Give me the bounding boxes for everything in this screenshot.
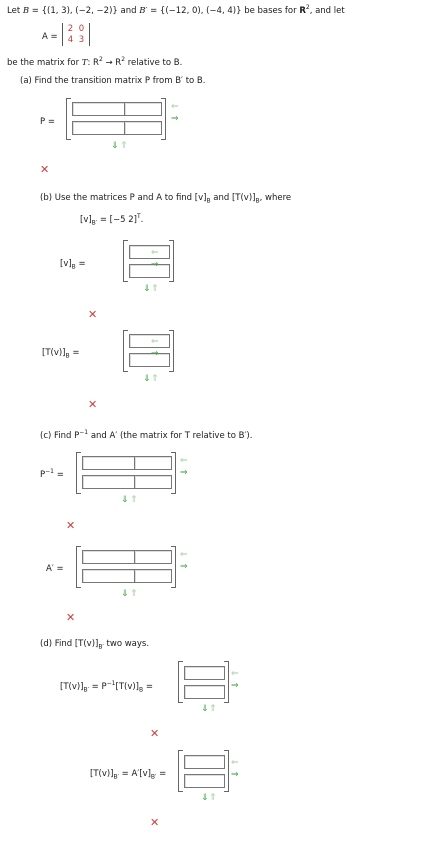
tv-b-label: $[T(v)]_B$ = <box>42 348 80 360</box>
matrix-input-box[interactable] <box>134 475 172 489</box>
incorrect-icon: ✕ <box>40 163 50 176</box>
left-bracket <box>178 661 183 703</box>
right-bracket <box>169 240 174 282</box>
incorrect-icon: ✕ <box>150 727 160 740</box>
remove-column-arrow-icon[interactable]: ⇐ <box>231 669 239 679</box>
part-a-question: (a) Find the transition matrix P from B′ to B. <box>20 76 206 86</box>
add-column-arrow-icon[interactable]: ⇒ <box>180 562 188 572</box>
remove-column-arrow-icon[interactable]: ⇐ <box>151 248 159 258</box>
add-column-arrow-icon[interactable]: ⇒ <box>180 468 188 478</box>
remove-row-arrow-icon[interactable]: ⇑ <box>151 284 159 294</box>
remove-column-arrow-icon[interactable]: ⇐ <box>151 337 159 347</box>
v-b-label: $[v]_B$ = <box>60 259 86 271</box>
add-row-arrow-icon[interactable]: ⇓ <box>111 141 119 151</box>
left-bracket <box>66 98 71 140</box>
remove-column-arrow-icon[interactable]: ⇐ <box>231 758 239 768</box>
left-bracket <box>123 240 128 282</box>
remove-column-arrow-icon[interactable]: ⇐ <box>171 102 179 112</box>
left-bracket <box>123 330 128 372</box>
add-row-arrow-icon[interactable]: ⇓ <box>121 495 129 505</box>
add-row-arrow-icon[interactable]: ⇓ <box>201 704 209 714</box>
vector-input-box[interactable] <box>184 774 225 788</box>
right-bracket <box>224 750 229 792</box>
right-bracket <box>161 98 166 140</box>
matrix-a-entry: 3 <box>78 35 85 45</box>
tv-bp-second-way-label: $[T(v)]_{B'} = A'[v]_{B'}$ = <box>90 769 167 781</box>
right-bracket <box>171 546 176 588</box>
part-c-question: (c) Find $P^{-1}$ and A′ (the matrix for T relative to B′). <box>40 429 253 441</box>
p-label: P = <box>40 117 55 127</box>
matrix-a-entry: 4 <box>67 35 74 45</box>
add-row-arrow-icon[interactable]: ⇓ <box>143 284 151 294</box>
add-column-arrow-icon[interactable]: ⇒ <box>151 349 159 359</box>
vector-input-box[interactable] <box>184 755 225 769</box>
matrix-a-entry: 2 <box>67 24 74 34</box>
remove-row-arrow-icon[interactable]: ⇑ <box>151 374 159 384</box>
a-prime-label: A′ = <box>46 564 64 574</box>
matrix-input-box[interactable] <box>134 550 172 564</box>
vector-input-box[interactable] <box>129 334 170 348</box>
part-b-question: (b) Use the matrices P and A to find $[v]_B$ and $[T(v)]_B$, where <box>40 193 292 205</box>
matrix-input-box[interactable] <box>124 102 162 116</box>
left-bracket <box>76 452 81 494</box>
remove-row-arrow-icon[interactable]: ⇑ <box>120 141 128 151</box>
remove-row-arrow-icon[interactable]: ⇑ <box>130 495 138 505</box>
problem-intro: Let B = {(1, 3), (−2, −2)} and B′ = {(−12, 0), (−4, 4)} be bases for $R^2$, and let <box>7 4 345 16</box>
incorrect-icon: ✕ <box>150 816 160 829</box>
matrix-a-label: A = <box>42 32 58 42</box>
remove-row-arrow-icon[interactable]: ⇑ <box>209 704 217 714</box>
part-d-question: (d) Find $[T(v)]_{B'}$ two ways. <box>40 639 150 651</box>
right-bracket <box>169 330 174 372</box>
matrix-a <box>62 23 90 46</box>
given-vector: $[v]_{B'} = [-5$ 2]$^T$. <box>80 213 144 227</box>
matrix-input-box[interactable] <box>134 569 172 583</box>
matrix-input-box[interactable] <box>124 121 162 135</box>
remove-row-arrow-icon[interactable]: ⇑ <box>130 589 138 599</box>
vector-input-box[interactable] <box>184 666 225 680</box>
vector-input-box[interactable] <box>184 685 225 699</box>
incorrect-icon: ✕ <box>66 611 76 624</box>
add-column-arrow-icon[interactable]: ⇒ <box>231 681 239 691</box>
problem-intro-line2: be the matrix for T: $R^2 \to R^2$ relative to B. <box>7 56 183 68</box>
remove-row-arrow-icon[interactable]: ⇑ <box>209 793 217 803</box>
add-row-arrow-icon[interactable]: ⇓ <box>121 589 129 599</box>
tv-bp-first-way-label: $[T(v)]_{B'} = P^{-1}[T(v)]_B$ = <box>60 680 153 694</box>
add-column-arrow-icon[interactable]: ⇒ <box>171 114 179 124</box>
incorrect-icon: ✕ <box>88 398 98 411</box>
incorrect-icon: ✕ <box>88 308 98 321</box>
vector-input-box[interactable] <box>129 353 170 367</box>
right-bracket <box>171 452 176 494</box>
add-row-arrow-icon[interactable]: ⇓ <box>143 374 151 384</box>
p-inverse-label: $P^{-1}$ = <box>40 468 64 480</box>
add-column-arrow-icon[interactable]: ⇒ <box>151 260 159 270</box>
vector-input-box[interactable] <box>129 264 170 278</box>
vector-input-box[interactable] <box>129 245 170 259</box>
add-column-arrow-icon[interactable]: ⇒ <box>231 770 239 780</box>
matrix-a-entry: 0 <box>78 24 85 34</box>
right-bracket <box>224 661 229 703</box>
matrix-input-box[interactable] <box>134 456 172 470</box>
incorrect-icon: ✕ <box>66 519 76 532</box>
left-bracket <box>178 750 183 792</box>
left-bracket <box>76 546 81 588</box>
remove-column-arrow-icon[interactable]: ⇐ <box>180 456 188 466</box>
remove-column-arrow-icon[interactable]: ⇐ <box>180 550 188 560</box>
add-row-arrow-icon[interactable]: ⇓ <box>201 793 209 803</box>
